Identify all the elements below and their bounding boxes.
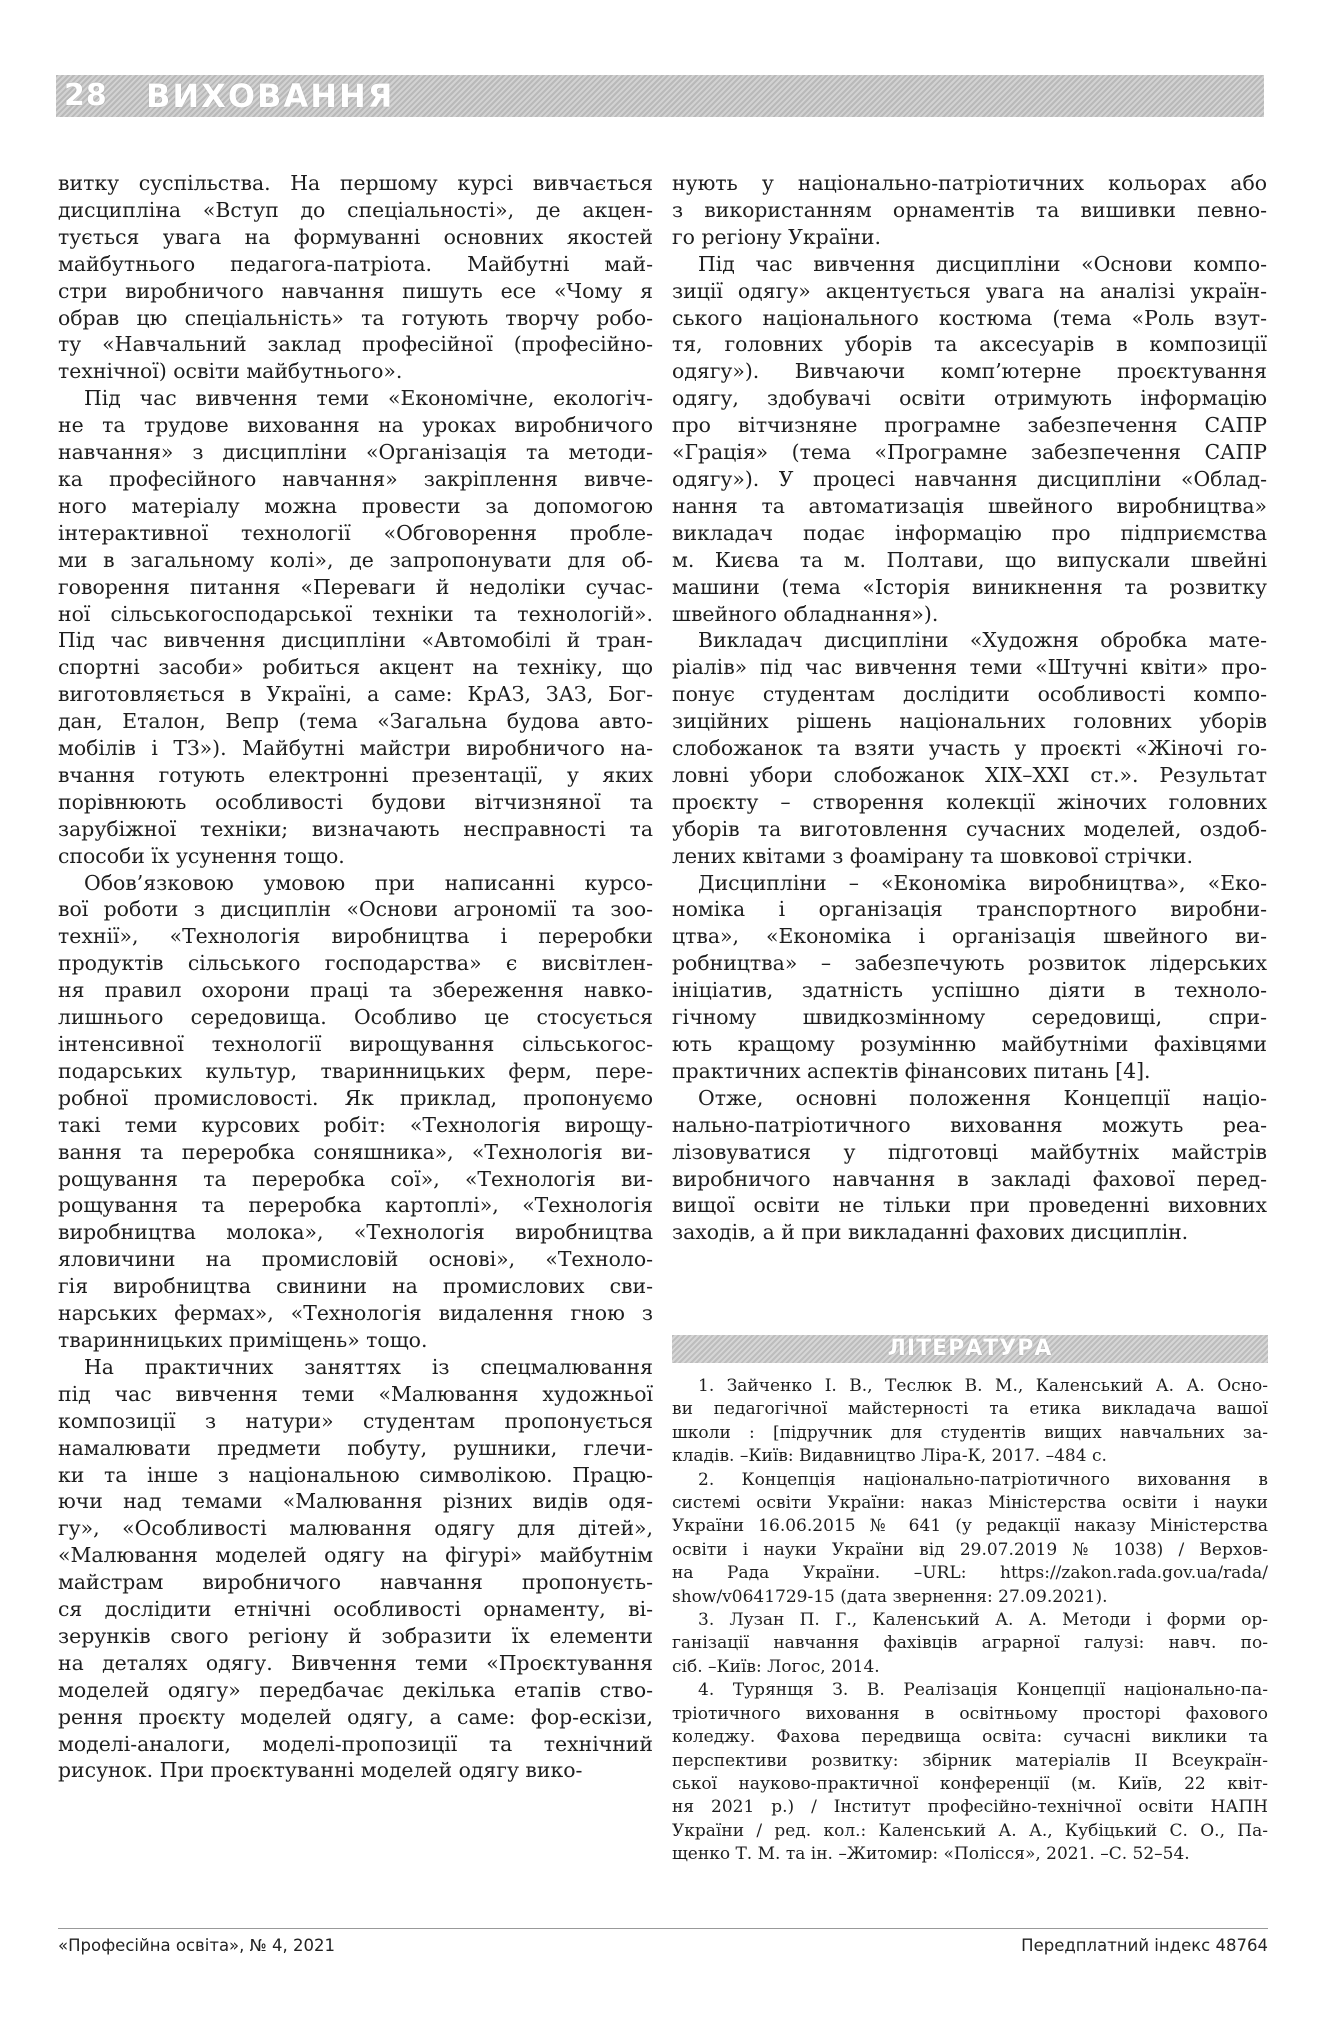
- text-line: ючи над темами «Малювання різних видів одя-: [58, 1489, 653, 1514]
- text-line: На практичних заняттях із спецмалювання: [84, 1354, 653, 1379]
- text-line: нарських фермах», «Технологія видалення гною з: [58, 1301, 653, 1326]
- text-line: нально-патріотичного виховання можуть реа-: [672, 1112, 1267, 1137]
- text-line: машини (тема «Історія виникнення та розвитку: [672, 574, 1267, 599]
- text-line: дисципліна «Вступ до спеціальності», де акцен-: [58, 197, 653, 222]
- reference-item: [672, 1469, 1268, 1609]
- text-line: слобожанок та взяти участь у проєкті «Жіночі го-: [672, 736, 1267, 761]
- text-line: зиції одягу» акцентується увага на аналізі україн-: [672, 278, 1267, 303]
- text-line: майбутнього педагога-патріота. Майбутні май-: [58, 251, 653, 276]
- text-line: вання та переробка соняшника», «Технологія ви-: [58, 1139, 653, 1164]
- text-line: швейного обладнання»).: [672, 601, 939, 626]
- reference-line: освіти і науки України від 29.07.2019 № 1038) / Верхов-: [672, 1539, 1268, 1560]
- section-title: ВИХОВАННЯ: [146, 77, 395, 115]
- text-line: ініціатив, здатність успішно діяти в техноло-: [672, 978, 1267, 1003]
- reference-line: кладів. –Київ: Видавництво Ліра-К, 2017. –484 с.: [672, 1446, 1107, 1467]
- left-column: [58, 170, 653, 1784]
- text-line: ського національного костюма (тема «Роль взут-: [672, 305, 1267, 330]
- text-line: рисунок. При проєктуванні моделей одягу вико-: [58, 1758, 583, 1783]
- text-line: дан, Еталон, Вепр (тема «Загальна будова авто-: [58, 709, 653, 734]
- text-line: зиційних рішень національних головних уборів: [672, 709, 1267, 734]
- text-line: Обов’язковою умовою при написанні курсо-: [84, 870, 653, 895]
- paragraph: [672, 870, 1267, 1085]
- reference-line: сіб. –Київ: Логос, 2014.: [672, 1656, 880, 1677]
- reference-list: [672, 1375, 1268, 1867]
- reference-item: [672, 1375, 1268, 1469]
- reference-line: ви педагогічної майстерності та етика викладача вашої: [672, 1399, 1268, 1420]
- text-line: способи їх усунення тощо.: [58, 843, 345, 868]
- reference-line: 1. Зайченко І. В., Теслюк В. М., Каленський А. А. Осно-: [698, 1376, 1268, 1396]
- text-line: про вітчизняне програмне забезпечення САПР: [672, 413, 1267, 438]
- paragraph: [672, 1085, 1267, 1246]
- text-line: рощування та переробка сої», «Технологія ви-: [58, 1166, 653, 1191]
- text-line: «Грація» (тема «Програмне забезпечення САПР: [672, 440, 1267, 465]
- paragraph: [58, 870, 653, 1354]
- text-line: гія виробництва свинини на промислових сви-: [58, 1274, 653, 1299]
- reference-line: тріотичного виховання в освітньому просторі фахового: [672, 1703, 1268, 1724]
- text-line: тваринницьких приміщень» тощо.: [58, 1327, 428, 1352]
- page-number: 28: [64, 78, 108, 113]
- paragraph: [58, 385, 653, 869]
- reference-line: 3. Лузан П. Г., Каленський А. А. Методи і форми ор-: [698, 1610, 1268, 1631]
- text-line: вої роботи з дисциплін «Основи агрономії та зоо-: [58, 897, 653, 922]
- text-line: цтва», «Економіка і організація швейного ви-: [672, 924, 1267, 949]
- reference-line: на Рада України. –URL: https://zakon.rada.gov.ua/rada/: [672, 1563, 1268, 1584]
- literature-title: ЛІТЕРАТУРА: [887, 1336, 1053, 1361]
- text-line: інтерактивної технології «Обговорення пробле-: [58, 520, 653, 545]
- text-line: ся дослідити етнічні особливості орнаменту, ві-: [58, 1597, 653, 1622]
- reference-item: [672, 1609, 1268, 1679]
- reference-line: школи : [підручник для студентів вищих навчальних за-: [672, 1422, 1268, 1443]
- text-line: го регіону України.: [672, 224, 881, 249]
- text-line: лених квітами з фоамірану та шовкової стрічки.: [672, 843, 1193, 868]
- text-line: понує студентам дослідити особливості компо-: [672, 682, 1267, 707]
- text-line: технічної) освіти майбутнього».: [58, 359, 403, 384]
- text-line: майстрам виробничого навчання пропонуєть-: [58, 1570, 653, 1595]
- footer-journal-issue: «Професійна освіта», № 4, 2021: [58, 1936, 336, 1955]
- text-line: витку суспільства. На першому курсі вивчається: [58, 171, 653, 195]
- paragraph: [672, 170, 1267, 251]
- text-line: ки та інше з національною символікою. Працю-: [58, 1462, 653, 1487]
- paragraph: [672, 627, 1267, 869]
- footer-divider: [58, 1928, 1268, 1929]
- text-line: ми в загальному колі», де запропонувати для об-: [58, 547, 653, 572]
- text-line: лізовуватися у підготовці майбутніх майстрів: [672, 1139, 1267, 1164]
- text-line: Під час вивчення теми «Економічне, екологіч-: [84, 386, 653, 411]
- text-line: одягу, здобувачі освіти отримують інформацію: [672, 386, 1267, 411]
- text-line: уборів та виготовлення сучасних моделей, оздоб-: [672, 816, 1267, 841]
- text-line: обрав цю спеціальність» та готують творчу робо-: [58, 305, 653, 330]
- text-line: «Малювання моделей одягу на фігурі» майбутнім: [58, 1543, 653, 1568]
- text-line: продуктів сільського господарства» є висвітлен-: [58, 951, 653, 976]
- text-line: ня правил охорони праці та збереження навко-: [58, 978, 653, 1003]
- reference-line: перспективи розвитку: збірник матеріалів ІІ Всеукраїн-: [672, 1750, 1268, 1771]
- text-line: Під час вивчення дисципліни «Автомобілі й тран-: [58, 628, 653, 653]
- text-line: композиції з натури» студентам пропонується: [58, 1408, 653, 1433]
- reference-line: ня 2021 р.) / Інститут професійно-технічної освіти НАПН: [672, 1797, 1268, 1818]
- text-line: зерунків свого регіону й зобразити їх елементи: [58, 1623, 653, 1648]
- text-line: Отже, основні положення Концепції націо-: [698, 1085, 1267, 1110]
- right-column: [672, 170, 1267, 1246]
- text-line: нують у національно-патріотичних кольорах або: [672, 171, 1267, 195]
- text-line: ють кращому розумінню майбутніми фахівцями: [672, 1032, 1267, 1056]
- reference-line: ганізації навчання фахівців аграрної галузі: навч. по-: [672, 1633, 1268, 1654]
- text-line: технії», «Технологія виробництва і переробки: [58, 924, 653, 949]
- reference-line: системі освіти України: наказ Міністерства освіти і науки: [672, 1493, 1268, 1514]
- text-line: номіка і організація транспортного виробни-: [672, 897, 1267, 922]
- text-line: ного матеріалу можна провести за допомогою: [58, 493, 653, 518]
- text-line: під час вивчення теми «Малювання художньої: [58, 1381, 653, 1406]
- text-line: м. Києва та м. Полтави, що випускали швейні: [672, 547, 1267, 572]
- text-line: на деталях одягу. Вивчення теми «Проєктування: [58, 1650, 653, 1675]
- reference-line: України 16.06.2015 № 641 (у редакції наказу Міністерства: [672, 1516, 1268, 1537]
- text-line: робництва» – забезпечують розвиток лідерських: [672, 951, 1267, 976]
- text-line: виробничого навчання в закладі фахової перед-: [672, 1166, 1267, 1191]
- text-line: зарубіжної техніки; визначають несправності та: [58, 816, 653, 841]
- text-line: тується увага на формуванні основних якостей: [58, 224, 653, 249]
- reference-line: show/v0641729-15 (дата звернення: 27.09.2021).: [672, 1586, 1108, 1607]
- text-line: лишнього середовища. Особливо це стосується: [58, 1005, 653, 1030]
- text-line: стри виробничого навчання пишуть есе «Чому я: [58, 278, 653, 303]
- reference-line: ської науково-практичної конференції (м. Київ, 22 квіт-: [672, 1773, 1268, 1794]
- text-line: вищої освіти не тільки при проведенні виховних: [672, 1193, 1267, 1218]
- text-line: проєкту – створення колекції жіночих головних: [672, 789, 1267, 814]
- text-line: Викладач дисципліни «Художня обробка мате-: [698, 628, 1267, 653]
- text-line: нання та автоматизація швейного виробництва»: [672, 493, 1267, 518]
- text-line: рення проєкту моделей одягу, а саме: фор-ескізи,: [58, 1704, 653, 1729]
- text-line: Дисципліни – «Економіка виробництва», «Еко-: [698, 870, 1267, 895]
- text-line: порівнюють особливості будови вітчизняної та: [58, 789, 653, 814]
- paragraph: [672, 251, 1267, 628]
- text-line: навчання» з дисципліни «Організація та методи-: [58, 440, 653, 465]
- text-line: спортні засоби» робиться акцент на техніку, що: [58, 655, 653, 680]
- text-line: подарських культур, тваринницьких ферм, пере-: [58, 1058, 653, 1083]
- text-line: робної промисловості. Як приклад, пропонуємо: [58, 1085, 653, 1110]
- reference-line: 4. Турянщя З. В. Реалізація Концепції національно-па-: [698, 1680, 1268, 1701]
- text-line: викладач подає інформацію про підприємства: [672, 520, 1267, 545]
- text-line: мобілів і ТЗ»). Майбутні майстри виробничого на-: [58, 736, 653, 761]
- text-line: не та трудове виховання на уроках виробничого: [58, 413, 653, 438]
- text-line: Під час вивчення дисципліни «Основи компо-: [698, 251, 1267, 276]
- text-line: намалювати предмети побуту, рушники, глечи-: [58, 1435, 653, 1460]
- text-line: гічному швидкозмінному середовищі, спри-: [672, 1005, 1267, 1030]
- reference-line: коледжу. Фахова передвища освіта: сучасні виклики та: [672, 1727, 1268, 1748]
- reference-line: щенко Т. М. та ін. –Житомир: «Полісся», 2021. –С. 52–54.: [672, 1844, 1190, 1865]
- text-line: одягу»). Вивчаючи комп’ютерне проєктування: [672, 359, 1267, 384]
- footer-subscription-index: Передплатний індекс 48764: [1021, 1936, 1268, 1955]
- text-line: одягу»). У процесі навчання дисципліни «Облад-: [672, 466, 1267, 491]
- text-line: заходів, а й при викладанні фахових дисциплін.: [672, 1220, 1189, 1245]
- paragraph: [58, 1354, 653, 1785]
- text-line: рощування та переробка картоплі», «Технологія: [58, 1193, 653, 1218]
- text-line: виробництва молока», «Технологія виробництва: [58, 1220, 653, 1245]
- text-line: такі теми курсових робіт: «Технологія вирощу-: [58, 1112, 653, 1137]
- text-line: тя, головних уборів та аксесуарів в композиції: [672, 332, 1267, 357]
- text-line: яловичини на промисловій основі», «Техноло-: [58, 1247, 653, 1272]
- text-line: ріалів» під час вивчення теми «Штучні квіти» про-: [672, 655, 1267, 680]
- paragraph: [58, 170, 653, 385]
- reference-line: 2. Концепція національно-патріотичного виховання в: [698, 1469, 1268, 1490]
- text-line: ка професійного навчання» закріплення вивче-: [58, 466, 653, 491]
- text-line: інтенсивної технології вирощування сільськогос-: [58, 1032, 653, 1056]
- text-line: з використанням орнаментів та вишивки певно-: [672, 197, 1267, 222]
- text-line: моделей одягу» передбачає декілька етапів ство-: [58, 1677, 653, 1702]
- text-line: вчання готують електронні презентації, у яких: [58, 762, 653, 787]
- text-line: ту «Навчальний заклад професійної (професійно-: [58, 332, 653, 357]
- text-line: говорення питання «Переваги й недоліки сучас-: [58, 574, 653, 599]
- reference-line: України / ред. кол.: Каленський А. А., Кубіцький С. О., Па-: [672, 1820, 1268, 1841]
- text-line: практичних аспектів фінансових питань [4].: [672, 1058, 1151, 1083]
- text-line: моделі-аналоги, моделі-пропозиції та технічний: [58, 1731, 653, 1756]
- text-line: виготовляється в Україні, а саме: КрАЗ, ЗАЗ, Бог-: [58, 682, 653, 707]
- text-line: гу», «Особливості малювання одягу для дітей»,: [58, 1516, 653, 1541]
- reference-item: [672, 1679, 1268, 1866]
- text-line: ловні убори слобожанок XIX–XXI ст.». Результат: [672, 762, 1267, 787]
- text-line: ної сільськогосподарської техніки та технологій».: [58, 601, 653, 626]
